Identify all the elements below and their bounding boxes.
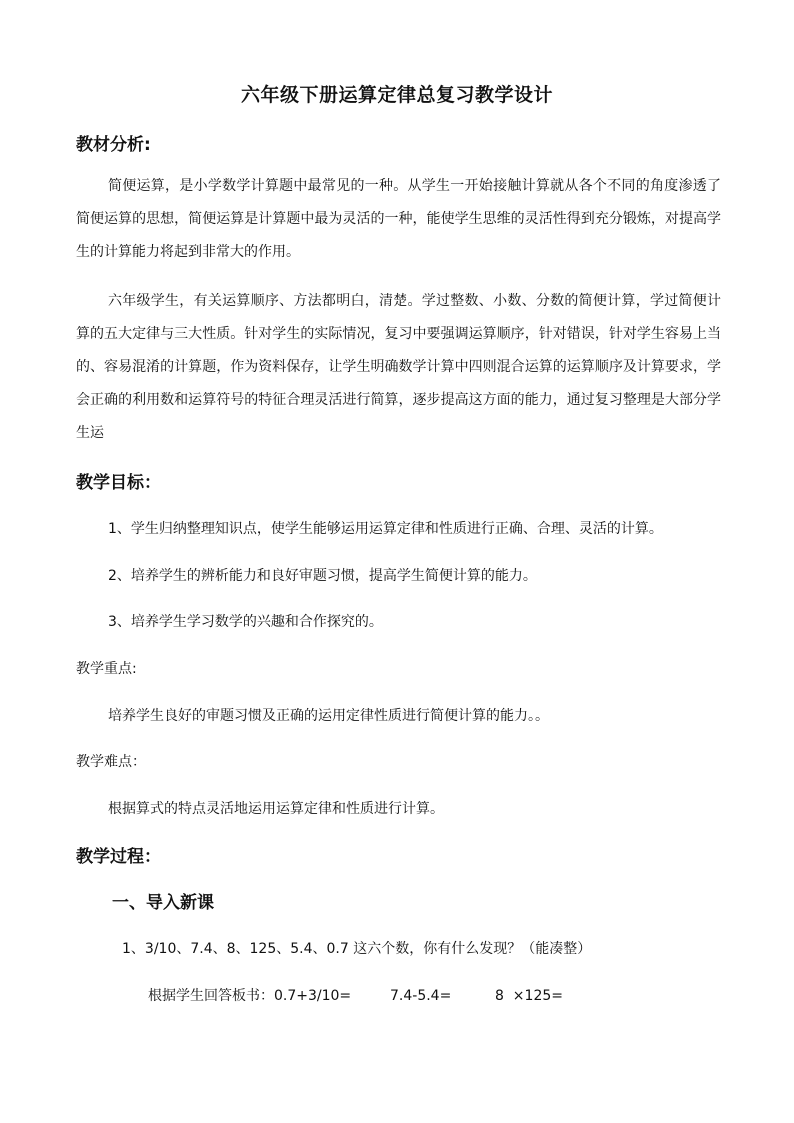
- difficulties-label: 教学难点：: [76, 754, 146, 770]
- difficulties-text: 根据算式的特点灵活地运用运算定律和性质进行计算。: [108, 801, 444, 817]
- question-1: 1、3/10、7.4、8、125、5.4、0.7 这六个数，你有什么发现？（能凑整）: [122, 941, 592, 957]
- key-points-text: 培养学生良好的审题习惯及正确的运用定律性质进行简便计算的能力。。: [108, 708, 549, 724]
- board-writing-row: [148, 985, 563, 1005]
- expression-3: 8 ×125=: [495, 988, 563, 1004]
- material-analysis-paragraph-1: 简便运算，是小学数学计算题中最常见的一种。从学生一开始接触计算就从各个不同的角度渗透了简便运算的思想，简便运算是计算题中最为灵活的一种，能使学生思维的灵活性得到充分锻炼，对提高学生的计算能力将起到非常大的作用。: [76, 178, 721, 260]
- expression-1: 0.7+3/10=: [274, 988, 352, 1004]
- teaching-goals-heading: 教学目标：: [76, 473, 161, 493]
- teaching-goal-item-2: 2、培养学生的辨析能力和良好审题习惯，提高学生简便计算的能力。: [108, 568, 537, 584]
- expression-2: 7.4-5.4=: [390, 988, 452, 1004]
- key-points-label: 教学重点:: [76, 661, 137, 677]
- teaching-goal-item-3: 3、培养学生学习数学的兴趣和合作探究的。: [108, 614, 383, 630]
- material-analysis-paragraph-2: 六年级学生，有关运算顺序、方法都明白，清楚。学过整数、小数、分数的简便计算，学过简便计算的五大定律与三大性质。针对学生的实际情况，复习中要强调运算顺序，针对错误，针对学生容易上当的、容易混淆的计算题，作为资料保存，让学生明确数学计算中四则混合运算的运算顺序及计算要求，学会正确的利用数和运算符号的特征合理灵活进行简算，逐步提高这方面的能力，通过复习整理是大部分学生运: [76, 293, 721, 441]
- teaching-process-heading: 教学过程：: [76, 847, 161, 867]
- material-analysis-heading: 教材分析:: [76, 135, 151, 155]
- board-writing-prefix: 根据学生回答板书：: [148, 988, 274, 1004]
- part-one-title: 一、导入新课: [112, 893, 214, 913]
- document-title: 六年级下册运算定律总复习教学设计: [240, 84, 553, 106]
- teaching-goal-item-1: 1、学生归纳整理知识点，使学生能够运用运算定律和性质进行正确、合理、灵活的计算。: [108, 521, 663, 537]
